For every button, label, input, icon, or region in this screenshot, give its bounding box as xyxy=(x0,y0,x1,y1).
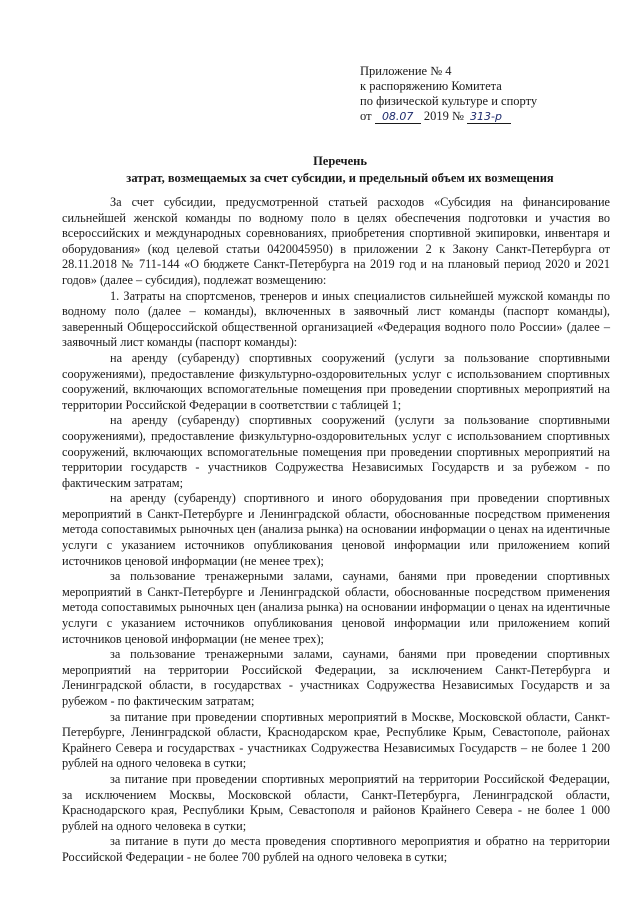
appendix-number: Приложение № 4 xyxy=(360,64,452,78)
paragraph: на аренду (субаренду) спортивного и иного оборудования при проведении спортивных мероприятий в Санкт-Петербурге и Ленинградской области, обоснованные посредством применения метода сопоставимых рыночных цен (анализа рынка) на основании информации о ценах на идентичные услуги с указанием источников опубликования ценовой информации или приложением копий источников ценовой информации (не менее трех); xyxy=(62,491,610,568)
appendix-date-line xyxy=(360,109,537,124)
document-subtitle: затрат, возмещаемых за счет субсидии, и предельный объем их возмещения xyxy=(126,171,554,185)
appendix-order-ref: к распоряжению Комитета xyxy=(360,79,502,93)
handwritten-number: 313-р xyxy=(467,111,511,124)
paragraph: за питание при проведении спортивных мероприятий в Москве, Московской области, Санкт-Петербурге, Ленинградской области, Краснодарском крае, Республике Крым, Севастополе, районах Крайнего Севера и государствах - участниках Содружества Независимых Государств – не более 1 200 рублей на одного человека в сутки; xyxy=(62,709,610,771)
paragraph: За счет субсидии, предусмотренной статьей расходов «Субсидия на финансирование сильнейшей женской команды по водному поло в целях обеспечения подготовки и участия во всероссийских и международных соревнованиях, приобретения спортивной экипировки, инвентаря и оборудования» (код целевой статьи 0420045950) в приложении 2 к Закону Санкт-Петербурга от 28.11.2018 № 711-144 «О бюджете Санкт-Петербурга на 2019 год и на плановый период 2020 и 2021 годов» (далее – субсидия), подлежат возмещению: xyxy=(62,195,610,287)
appendix-committee: по физической культуре и спорту xyxy=(360,94,538,108)
document-body xyxy=(62,195,610,866)
paragraph: за пользование тренажерными залами, саунами, банями при проведении спортивных мероприятий на территории Российской Федерации, за исключением Санкт-Петербурга и Ленинградской области, в государствах - участниках Содружества Независимых Государств и за рубежом - по фактическим затратам; xyxy=(62,647,610,708)
paragraph: за питание в пути до места проведения спортивного мероприятия и обратно на территории Российской Федерации - не более 700 рублей на одного человека в сутки; xyxy=(62,834,610,864)
handwritten-date: 08.07 xyxy=(375,111,421,124)
document-title: Перечень xyxy=(313,154,367,168)
paragraph: 1. Затраты на спортсменов, тренеров и иных специалистов сильнейшей мужской команды по водному поло (далее – команды), включенных в заявочный лист команды (паспорт команды), заверенный Общероссийской общественной организацией «Федерация водного поло России» (далее – заявочный лист команды (паспорт команды): xyxy=(62,288,610,350)
paragraph: на аренду (субаренду) спортивных сооружений (услуги за пользование спортивными сооружениями), предоставление физкультурно-оздоровительных услуг с использованием спортивных сооружений, включающих вспомогательные помещения при проведении спортивных мероприятий на территории государств - участников Содружества Независимых Государств и за рубежом - по фактическим затратам; xyxy=(62,413,610,490)
paragraph: на аренду (субаренду) спортивных сооружений (услуги за пользование спортивными сооружениями), предоставление физкультурно-оздоровительных услуг с использованием спортивных сооружений, включающих вспомогательные помещения при проведении спортивных мероприятий на территории Российской Федерации в соответствии с таблицей 1; xyxy=(62,350,610,412)
paragraph: за питание при проведении спортивных мероприятий на территории Российской Федерации, за исключением Москвы, Московской области, Санкт-Петербурга, Ленинградской области, Краснодарского края, Республики Крым, Севастополя и районов Крайнего Севера - не более 1 000 рублей на одного человека в сутки; xyxy=(62,771,610,833)
date-prefix: от xyxy=(360,109,372,123)
appendix-header xyxy=(360,64,537,124)
paragraph: за пользование тренажерными залами, саунами, банями при проведении спортивных мероприятий в Санкт-Петербурге и Ленинградской области, обоснованные посредством применения метода сопоставимых рыночных цен (анализа рынка) на основании информации о ценах на идентичные услуги с указанием источников опубликования ценовой информации или приложением копий источников ценовой информации (не менее трех); xyxy=(62,569,610,646)
year-number-label: 2019 № xyxy=(423,109,464,123)
